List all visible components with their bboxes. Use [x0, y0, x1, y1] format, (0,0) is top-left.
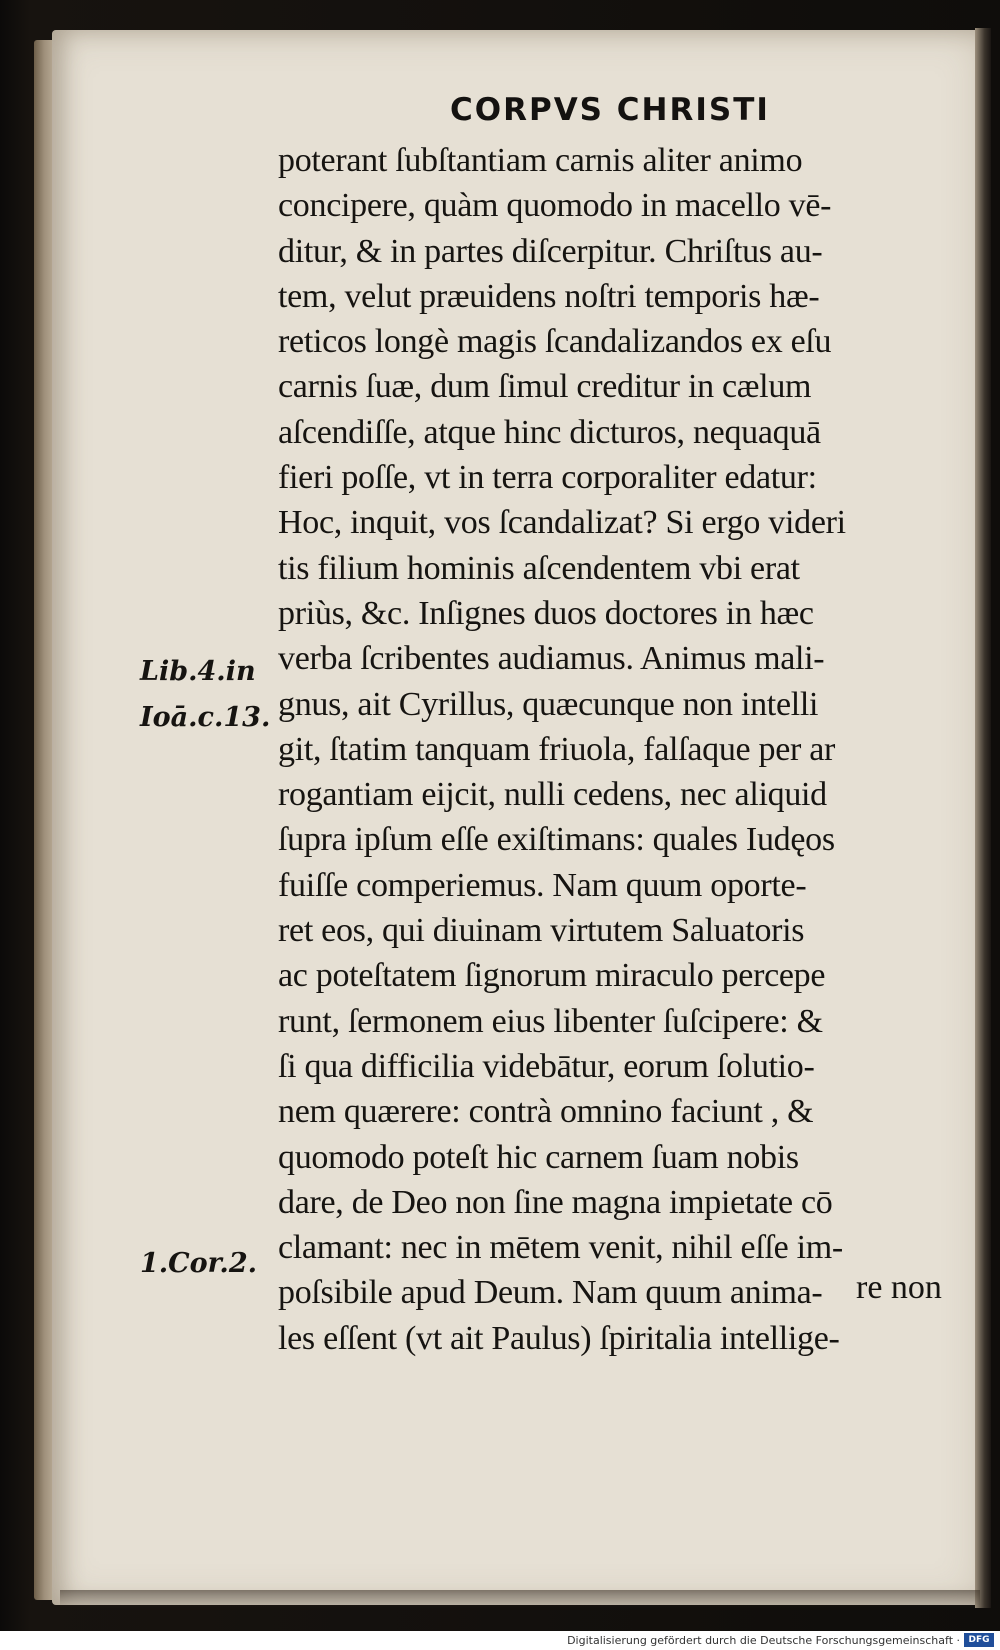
text-line: dare, de Deo non ſine magna impietate cō [278, 1183, 833, 1221]
text-line: git, ſtatim tanquam friuola, falſaque per ar [278, 730, 836, 768]
text-line: ſupra ipſum eſſe exiſtimans: quales Iudęos [278, 821, 835, 859]
text-line: runt, ſermonem eius libenter ſuſcipere: & [278, 1002, 823, 1040]
dfg-logo: DFG [964, 1633, 994, 1647]
text-line: ſi qua difficilia videbātur, eorum ſolutio- [278, 1047, 815, 1085]
text-line: fuiſſe comperiemus. Nam quum oporte- [278, 866, 807, 904]
text-line: reticos longè magis ſcandalizandos ex eſu [278, 323, 832, 361]
body-text [278, 138, 958, 1361]
text-line: tis filium hominis aſcendentem vbi erat [278, 549, 800, 587]
text-line: Hoc, inquit, vos ſcandalizat? Si ergo videri [278, 504, 846, 542]
text-line: aſcendiſſe, atque hinc dicturos, nequaquā [278, 413, 821, 451]
text-line: fieri poſſe, vt in terra corporaliter edatur: [278, 459, 817, 497]
running-head: CORPVS CHRISTI [450, 92, 770, 128]
text-line: poterant ſubſtantiam carnis aliter animo [278, 142, 803, 179]
text-line: les eſſent (vt ait Paulus) ſpiritalia intellige- [278, 1319, 840, 1357]
marginal-note-lib4: Lib.4.in [140, 656, 256, 687]
marginal-note-cor: 1.Cor.2. [140, 1248, 258, 1279]
text-line: rogantiam eijcit, nulli cedens, nec aliquid [278, 776, 827, 814]
text-line: tem, velut præuidens noſtri temporis hæ- [278, 277, 820, 315]
text-line: nem quærere: contrà omnino faciunt , & [278, 1093, 814, 1131]
text-line: verba ſcribentes audiamus. Animus mali- [278, 640, 825, 678]
catchword: re non [856, 1269, 942, 1306]
text-line: quomodo poteſt hic carnem ſuam nobis [278, 1138, 799, 1176]
text-line: carnis ſuæ, dum ſimul creditur in cælum [278, 368, 812, 406]
text-line: gnus, ait Cyrillus, quæcunque non intelli [278, 685, 819, 723]
page-bottom-shadow [60, 1590, 980, 1608]
text-line: ac poteſtatem ſignorum miraculo percepe [278, 957, 826, 995]
text-line: concipere, quàm quomodo in macello vē- [278, 187, 832, 225]
text-line: poſsibile apud Deum. Nam quum anima- [278, 1274, 823, 1312]
text-line: priùs, &c. Inſignes duos doctores in hæc [278, 594, 814, 632]
text-line: clamant: nec in mētem venit, nihil eſſe im- [278, 1229, 843, 1267]
text-line: ditur, & in partes diſcerpitur. Chriſtus au- [278, 232, 823, 270]
text-line: ret eos, qui diuinam virtutem Saluatoris [278, 912, 805, 950]
marginal-note-ioan: Ioā.c.13. [140, 702, 271, 733]
page-edge-right [975, 28, 991, 1608]
digitization-notice: Digitalisierung gefördert durch die Deutsche Forschungsgemeinschaft · [567, 1634, 960, 1647]
